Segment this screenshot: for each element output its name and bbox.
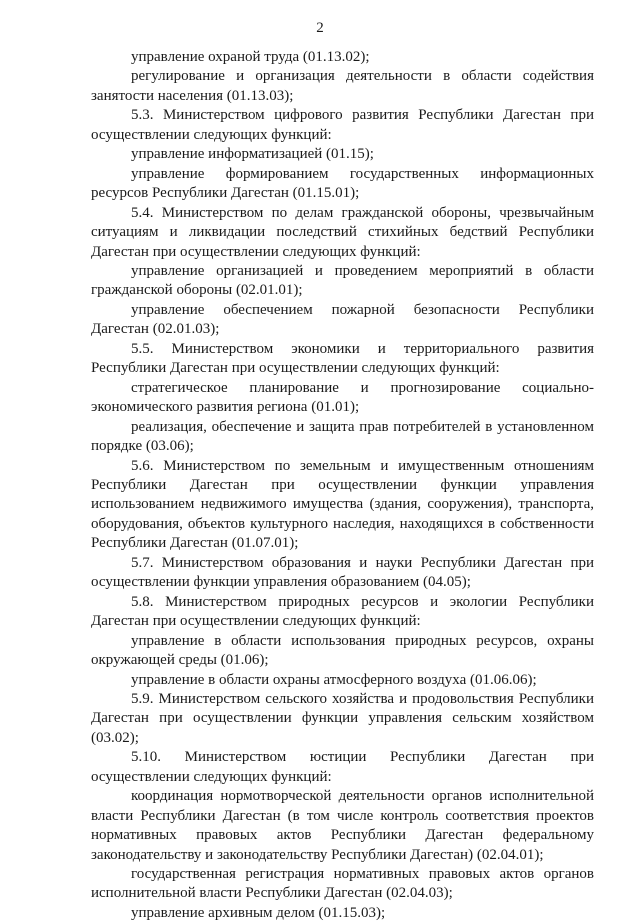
paragraph-civil-defense: управление организацией и проведением мероприятий в области гражданской обороны (02.01.01); [91,262,594,299]
paragraph-5-10-justice-ministry: 5.10. Министерством юстиции Республики Дагестан при осуществлении следующих функций: [91,749,594,785]
page-number: 2 [316,20,324,36]
paragraph-fire-safety: управление обеспечением пожарной безопасности Республики Дагестан (02.01.03); [91,301,594,338]
paragraph-archives: управление архивным делом (01.15.03); [131,904,386,921]
paragraph-5-6-property-ministry: 5.6. Министерством по земельным и имущественным отношениям Республики Дагестан при осуществлении функции управления использованием недвижимого имущества (здания, сооружения), транспорта, оборудования, объектов культурного наследия, находящихся в собственности Республики Дагестан (01.07.01); [91,457,594,552]
paragraph-rulemaking-coordination: координация нормотворческой деятельности органов исполнительной власти Республики Дагестан (в том числе контроль соответствия проектов нормативных правовых актов Республики Дагестан федеральному законодательству и законодательству Республики Дагестан) (02.04.01); [91,788,594,863]
paragraph-5-7-education-ministry: 5.7. Министерством образования и науки Республики Дагестан при осуществлении функции управления образованием (04.05); [91,554,594,591]
paragraph-consumer-rights: реализация, обеспечение и защита прав потребителей в установленном порядке (03.06); [91,418,594,455]
paragraph-natural-resources: управление в области использования природных ресурсов, охраны окружающей среды (01.06); [91,632,594,669]
paragraph-labor-safety: управление охраной труда (01.13.02); [131,49,370,65]
paragraph-state-registration: государственная регистрация нормативных правовых актов органов исполнительной власти Республики Дагестан (02.04.03); [91,866,594,902]
paragraph-employment: регулирование и организация деятельности в области содействия занятости населения (01.13.03); [91,68,594,104]
paragraph-5-4-emergency-ministry: 5.4. Министерством по делам гражданской обороны, чрезвычайным ситуациям и ликвидации последствий стихийных бедствий Республики Дагестан при осуществлении следующих функций: [91,204,594,260]
paragraph-info-resources: управление формированием государственных информационных ресурсов Республики Дагестан (01.15.01); [91,165,594,202]
paragraph-5-5-economy-ministry: 5.5. Министерством экономики и территориального развития Республики Дагестан при осуществлении следующих функций: [91,340,594,377]
paragraph-air-protection: управление в области охраны атмосферного воздуха (01.06.06); [131,671,537,688]
document-body [91,48,594,923]
paragraph-5-3-digital-ministry: 5.3. Министерством цифрового развития Республики Дагестан при осуществлении следующих функций: [91,107,594,143]
paragraph-informatization: управление информатизацией (01.15); [131,146,374,163]
paragraph-5-9-agriculture-ministry: 5.9. Министерством сельского хозяйства и продовольствия Республики Дагестан при осуществлении функции управления сельским хозяйством (03.02); [91,690,594,746]
paragraph-5-8-ecology-ministry: 5.8. Министерством природных ресурсов и экологии Республики Дагестан при осуществлении следующих функций: [91,593,594,630]
paragraph-strategic-planning: стратегическое планирование и прогнозирование социально-экономического развития региона (01.01); [91,379,594,416]
